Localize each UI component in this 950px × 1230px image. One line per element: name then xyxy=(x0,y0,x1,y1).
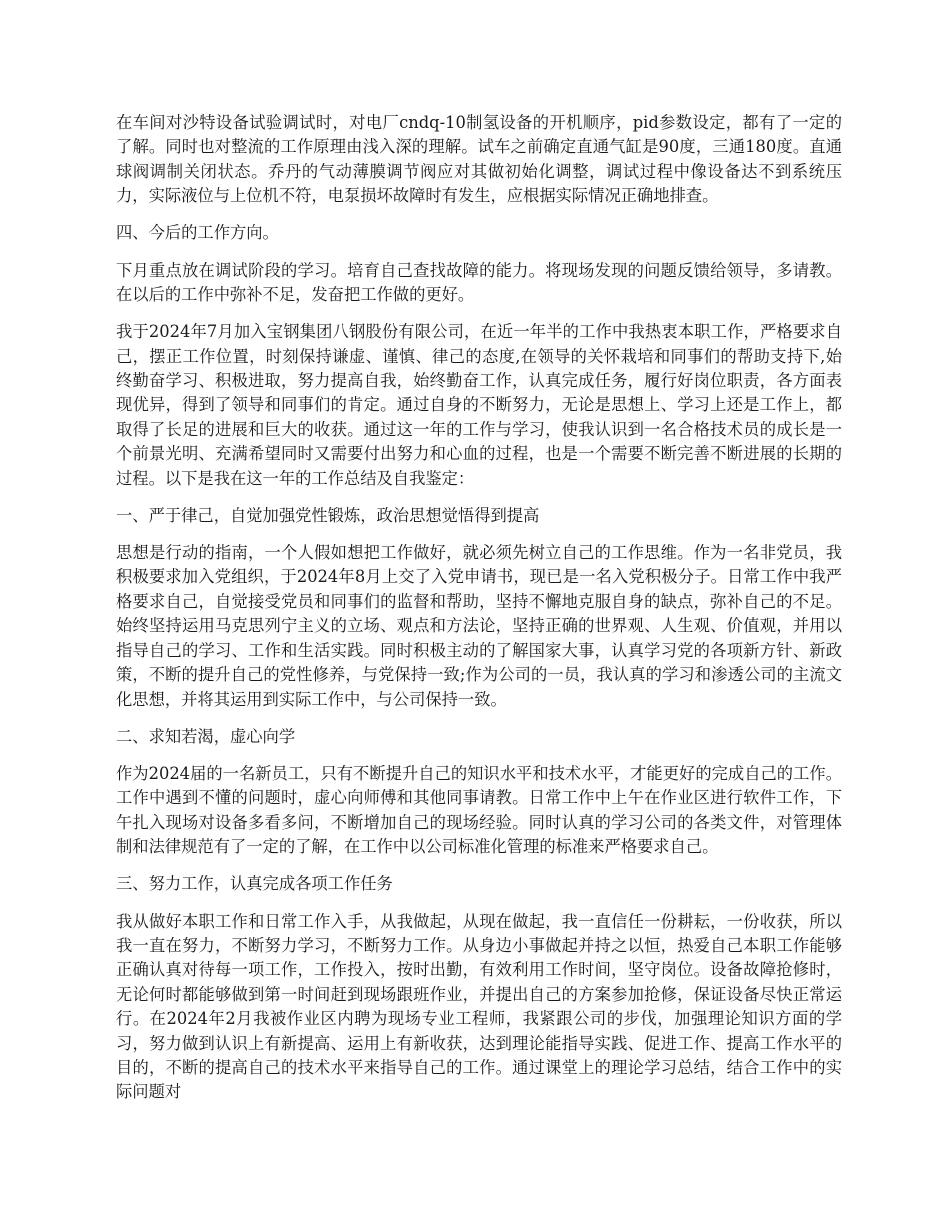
section-heading-work-tasks: 三、努力工作，认真完成各项工作任务 xyxy=(116,874,393,894)
paragraph-work-tasks: 我从做好本职工作和日常工作入手，从我做起，从现在做起，我一直信任一份耕耘，一份收获，所以我一直在努力，不断努力学习，不断努力工作。从身边小事做起并持之以恒，热爱自己本职工作能够正确认真对待每一项工作，工作投入，按时出勤，有效利用工作时间，坚守岗位。设备故障抢修时，无论何时都能够做到第一时间赶到现场跟班作业，并提出自己的方案参加抢修，保证设备尽快正常运行。在2024年2月我被作业区内聘为现场专业工程师，我紧跟公司的步伐，加强理论知识方面的学习，努力做到认识上有新提高、运用上有新收获，达到理论能指导实践、促进工作、提高工作水平的目的，不断的提高自己的技术水平来指导自己的工作。通过课堂上的理论学习总结，结合工作中的实际问题对 xyxy=(116,911,842,1102)
paragraph-self-introduction: 我于2024年7月加入宝钢集团八钢股份有限公司，在近一年半的工作中我热衷本职工作，严格要求自己，摆正工作位置，时刻保持谦虚、谨慎、律己的态度,在领导的关怀栽培和同事们的帮助支持下,始终勤奋学习、积极进取，努力提高自我，始终勤奋工作，认真完成任务，履行好岗位职责，各方面表现优异，得到了领导和同事们的肯定。通过自身的不断努力，无论是思想上、学习上还是工作上，都取得了长足的进展和巨大的收获。通过这一年的工作与学习，使我认识到一名合格技术员的成长是一个前景光明、充满希望同时又需要付出努力和心血的过程，也是一个需要不断完善不断进展的长期的过程。以下是我在这一年的工作总结及自我鉴定： xyxy=(116,322,842,488)
paragraph-learning: 作为2024届的一名新员工，只有不断提升自己的知识水平和技术水平，才能更好的完成自己的工作。工作中遇到不懂的问题时，虚心向师傅和其他同事请教。日常工作中上午在作业区进行软件工作，下午扎入现场对设备多看多问，不断增加自己的现场经验。同时认真的学习公司的各类文件，对管理体制和法律规范有了一定的了解，在工作中以公司标准化管理的标准来严格要求自己。 xyxy=(116,763,842,857)
paragraph-political-thought: 思想是行动的指南，一个人假如想把工作做好，就必须先树立自己的工作思维。作为一名非党员，我积极要求加入党组织，于2024年8月上交了入党申请书，现已是一名入党积极分子。日常工作中我严格要求自己，自觉接受党员和同事们的监督和帮助，坚持不懈地克服自身的缺点，弥补自己的不足。始终坚持运用马克思列宁主义的立场、观点和方法论，坚持正确的世界观、人生观、价值观，并用以指导自己的学习、工作和生活实践。同时积极主动的了解国家大事，认真学习党的各项新方针、新政策，不断的提升自己的党性修养，与党保持一致;作为公司的一员，我认真的学习和渗透公司的主流文化思想，并将其运用到实际工作中，与公司保持一致。 xyxy=(116,543,842,709)
section-heading-self-discipline: 一、严于律己，自觉加强党性锻炼，政治思想觉悟得到提高 xyxy=(116,505,540,525)
section-heading-future-direction: 四、今后的工作方向。 xyxy=(116,223,279,243)
section-heading-eager-learning: 二、求知若渴，虚心向学 xyxy=(116,726,296,746)
document-body xyxy=(116,111,842,1118)
paragraph-commissioning-details: 在车间对沙特设备试验调试时，对电厂cndq-10制氢设备的开机顺序，pid参数设定，都有了一定的了解。同时也对整流的工作原理由浅入深的理解。试车之前确定直通气缸是90度，三通180度。直通球阀调制关闭状态。乔丹的气动薄膜调节阀应对其做初始化调整，调试过程中像设备达不到系统压力，实际液位与上位机不符，电泵损坏故障时有发生，应根据实际情况正确地排查。 xyxy=(116,113,842,206)
paragraph-next-month-plan: 下月重点放在调试阶段的学习。培育自己查找故障的能力。将现场发现的问题反馈给领导，多请教。在以后的工作中弥补不足，发奋把工作做的更好。 xyxy=(116,260,842,305)
